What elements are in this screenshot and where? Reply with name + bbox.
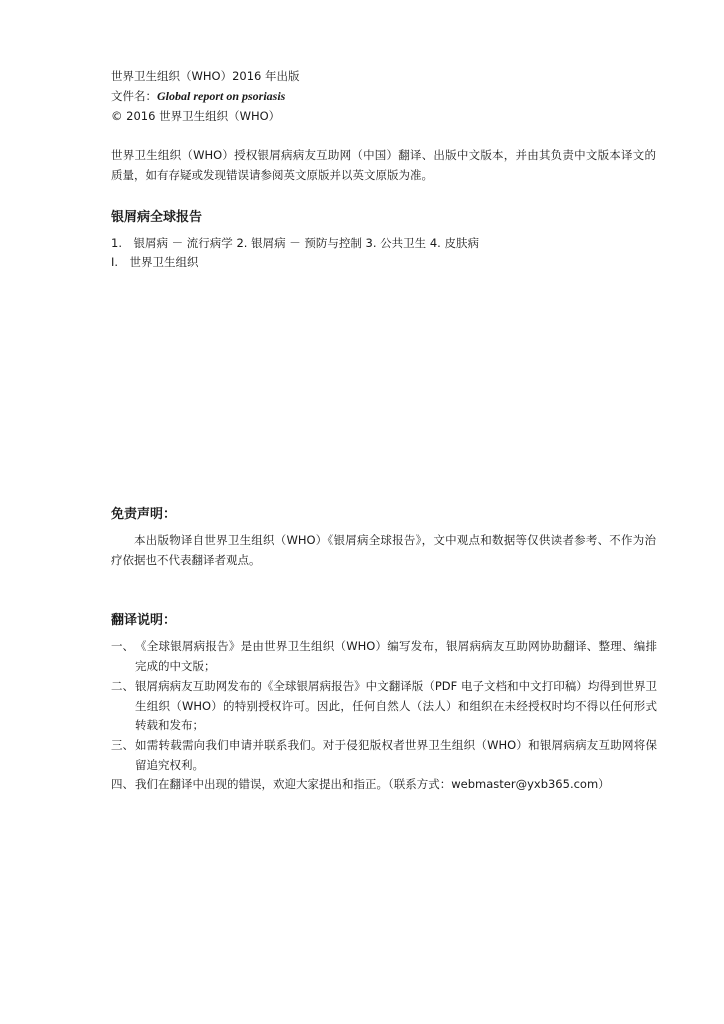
filename-line	[111, 88, 285, 104]
copyright-line: © 2016 世界卫生组织（WHO）	[111, 109, 281, 123]
list-item-number: 四、	[111, 777, 134, 791]
list-item	[111, 637, 657, 676]
catalog-subjects: 1. 银屑病 － 流行病学 2. 银屑病 － 预防与控制 3. 公共卫生 4. 皮肤病	[111, 236, 479, 250]
list-item	[111, 736, 657, 775]
list-item-number: 二、	[111, 679, 134, 693]
list-item-text: 《全球银屑病报告》是由世界卫生组织（WHO）编写发布，银屑病病友互助网协助翻译、整理、编排完成的中文版；	[135, 639, 657, 673]
disclaimer-title: 免责声明：	[111, 507, 177, 522]
filename-label: 文件名：	[111, 89, 157, 103]
catalog-authors: I. 世界卫生组织	[111, 255, 199, 269]
list-item	[111, 775, 657, 795]
catalog-title: 银屑病全球报告	[111, 210, 203, 225]
list-item-number: 一、	[111, 639, 134, 653]
list-item	[111, 677, 657, 736]
authorization-paragraph: 世界卫生组织（WHO）授权银屑病病友互助网（中国）翻译、出版中文版本，并由其负责中文版本译文的质量，如有存疑或发现错误请参阅英文原版并以英文原版为准。	[111, 148, 656, 182]
list-item-text: 如需转载需向我们申请并联系我们。对于侵犯版权者世界卫生组织（WHO）和银屑病病友互助网将保留追究权利。	[135, 738, 657, 772]
list-item-number: 三、	[111, 738, 134, 752]
notes-title: 翻译说明：	[111, 613, 177, 628]
list-item-text: 银屑病病友互助网发布的《全球银屑病报告》中文翻译版（PDF 电子文档和中文打印稿）均得到世界卫生组织（WHO）的特别授权许可。因此，任何自然人（法人）和组织在未经授权时均不得以任何形式转载和发布；	[135, 679, 657, 732]
disclaimer-text: 本出版物译自世界卫生组织（WHO）《银屑病全球报告》，文中观点和数据等仅供读者参考、不作为治疗依据也不代表翻译者观点。	[111, 533, 656, 567]
filename-value: Global report on psoriasis	[157, 89, 286, 103]
list-item-text: 我们在翻译中出现的错误，欢迎大家提出和指正。（联系方式：webmaster@yxb365.com）	[135, 777, 610, 791]
publication-line: 世界卫生组织（WHO）2016 年出版	[111, 69, 300, 83]
